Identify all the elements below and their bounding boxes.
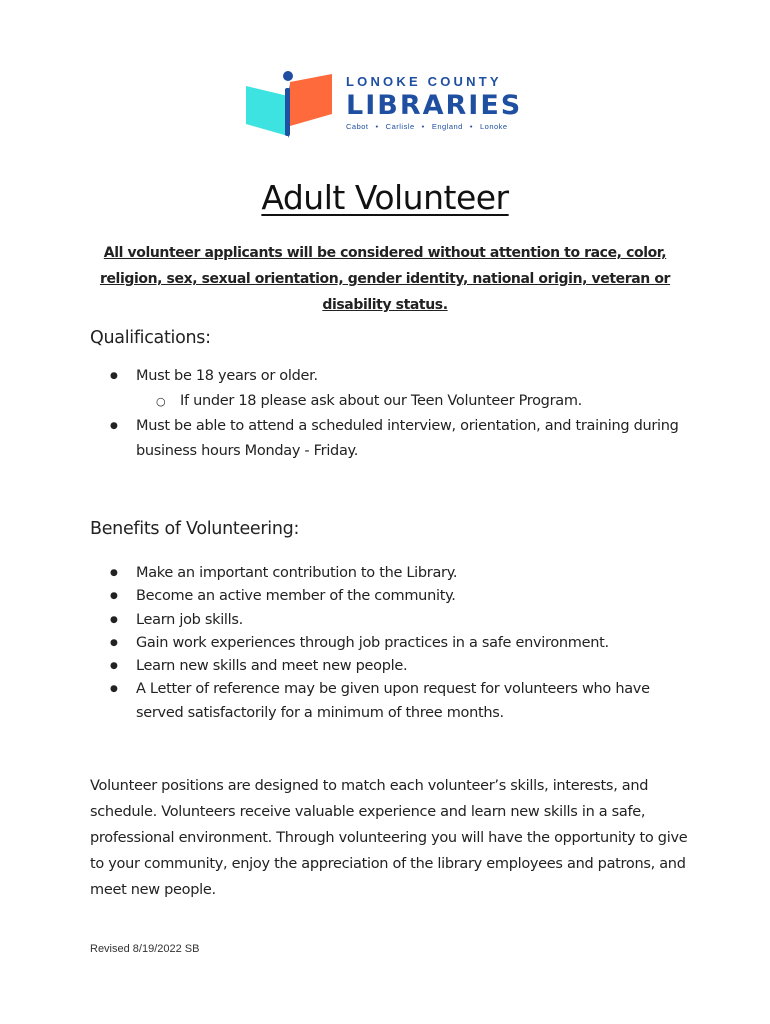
- benefits-list: [90, 562, 690, 725]
- logo-branches: [346, 122, 522, 132]
- page-title: Adult Volunteer: [261, 178, 509, 217]
- logo-text: [346, 74, 522, 132]
- book-person-icon: [244, 70, 336, 140]
- branch-cabot: Cabot: [346, 122, 369, 131]
- branch-england: England: [431, 122, 463, 131]
- list-item: ● Learn new skills and meet new people.: [90, 655, 690, 678]
- list-item: ● Must be 18 years or older.: [90, 364, 690, 389]
- qualifications-heading: Qualifications:: [90, 328, 211, 348]
- logo-libraries: LIBRARIES: [346, 90, 523, 121]
- equal-opportunity-notice: All volunteer applicants will be considered without attention to race, color, religion, sex, sexual orientation, gender identity, national origin, veteran or disability status.: [99, 245, 671, 313]
- list-item: ● Must be able to attend a scheduled interview, orientation, and training during business hours Monday - Friday.: [90, 414, 690, 464]
- logo-county: LONOKE COUNTY: [346, 74, 502, 89]
- list-item: ● Make an important contribution to the Library.: [90, 562, 690, 585]
- branch-separator: •: [421, 122, 425, 131]
- qualifications-list: [90, 364, 690, 464]
- list-subitem: ○ If under 18 please ask about our Teen Volunteer Program.: [90, 389, 690, 414]
- revision-note: Revised 8/19/2022 SB: [90, 943, 200, 955]
- volunteer-description: Volunteer positions are designed to match each volunteer’s skills, interests, and schedule. Volunteers receive valuable experience and learn new skills in a safe, professional environment. Through volunteering you will have the opportunity to give to your community, enjoy the appreciation of the library employees and patrons, and meet new people.: [90, 778, 688, 898]
- list-item: ● Learn job skills.: [90, 609, 690, 632]
- list-item: ● A Letter of reference may be given upon request for volunteers who have served satisfactorily for a minimum of three months.: [90, 678, 690, 725]
- list-item: ● Become an active member of the community.: [90, 585, 690, 608]
- branch-lonoke: Lonoke: [479, 122, 508, 131]
- list-item: ● Gain work experiences through job practices in a safe environment.: [90, 632, 690, 655]
- branch-separator: •: [375, 122, 379, 131]
- benefits-heading: Benefits of Volunteering:: [90, 519, 300, 539]
- branch-carlisle: Carlisle: [385, 122, 415, 131]
- branch-separator: •: [469, 122, 473, 131]
- library-logo: [244, 70, 534, 140]
